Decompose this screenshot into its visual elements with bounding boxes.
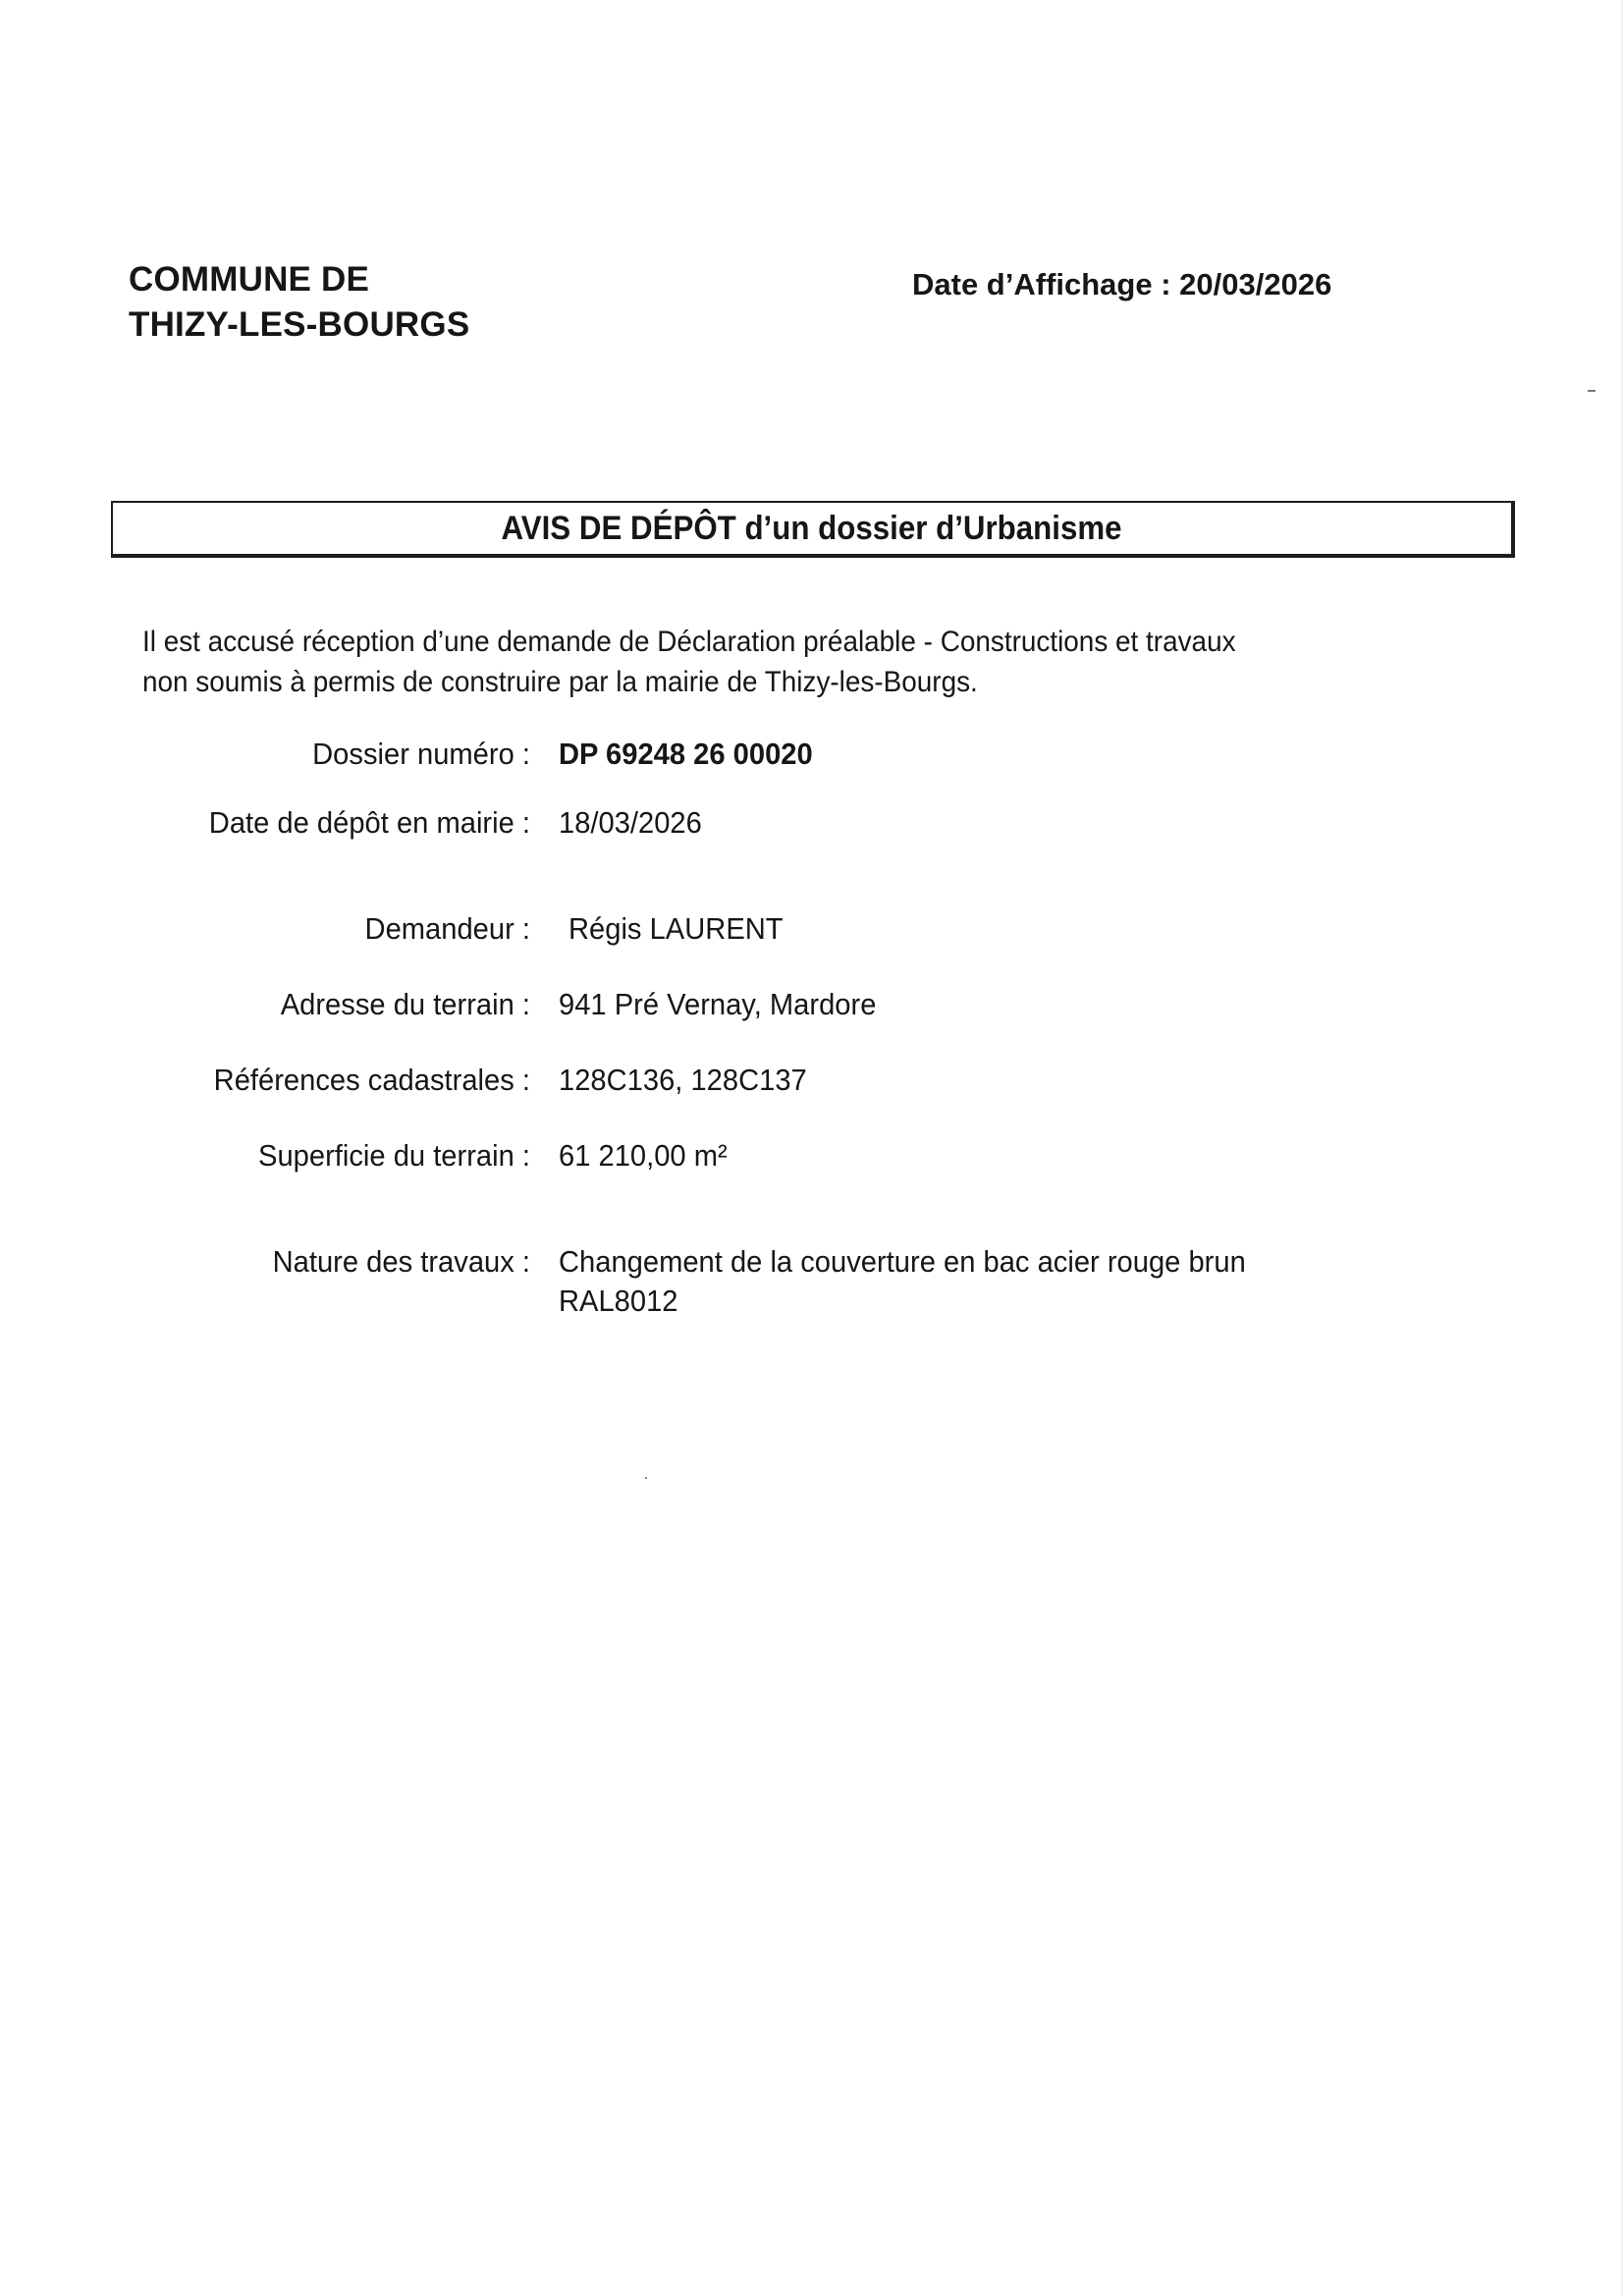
field-value-adresse: 941 Pré Vernay, Mardore [559, 987, 877, 1021]
field-label-container [31, 735, 530, 774]
title-box [111, 501, 1515, 558]
date-affichage [912, 265, 1331, 304]
intro-paragraph [142, 622, 1521, 702]
intro-line-1: Il est accusé réception d’une demande de Déclaration préalable - Constructions et travaux [142, 626, 1236, 658]
field-value-date-depot: 18/03/2026 [559, 805, 702, 840]
field-label-container [31, 1136, 530, 1175]
scan-mark [1588, 390, 1596, 392]
field-label-dossier: Dossier numéro : [312, 737, 530, 771]
field-value-references: 128C136, 128C137 [559, 1063, 807, 1097]
page-title: AVIS DE DÉPÔT d’un dossier d’Urbanisme [501, 509, 1123, 547]
field-label-superficie: Superficie du terrain : [258, 1138, 530, 1173]
field-value-superficie: 61 210,00 m² [559, 1138, 728, 1173]
field-label-date-depot: Date de dépôt en mairie : [208, 805, 531, 840]
field-row-nature [0, 1242, 1623, 1331]
field-label-container [31, 909, 530, 949]
date-affichage-label: Date d’Affichage : [912, 267, 1171, 301]
commune-name [129, 257, 469, 348]
field-value-dossier: DP 69248 26 00020 [559, 737, 813, 771]
field-label-nature: Nature des travaux : [272, 1244, 530, 1279]
field-label-adresse: Adresse du terrain : [280, 987, 530, 1021]
field-label-demandeur: Demandeur : [364, 911, 530, 946]
field-label-references: Références cadastrales : [213, 1063, 530, 1097]
intro-line-2: non soumis à permis de construire par la mairie de Thizy-les-Bourgs. [142, 666, 978, 698]
date-affichage-value: 20/03/2026 [1179, 267, 1332, 301]
commune-line-2: THIZY-LES-BOURGS [129, 305, 470, 344]
commune-line-1: COMMUNE DE [129, 260, 370, 299]
field-label-container [31, 1061, 530, 1100]
field-label-container [31, 803, 530, 843]
field-row-superficie [0, 1136, 1623, 1225]
field-row-date-depot [0, 803, 1623, 892]
field-value-nature-line-2: RAL8012 [559, 1284, 678, 1318]
field-value-nature-line-1: Changement de la couverture en bac acier rouge brun [559, 1244, 1246, 1279]
field-value-demandeur: Régis LAURENT [568, 911, 784, 946]
field-value-nature [559, 1242, 1389, 1321]
field-label-container [31, 985, 530, 1024]
scan-dot [645, 1477, 647, 1479]
field-label-container [31, 1242, 530, 1282]
